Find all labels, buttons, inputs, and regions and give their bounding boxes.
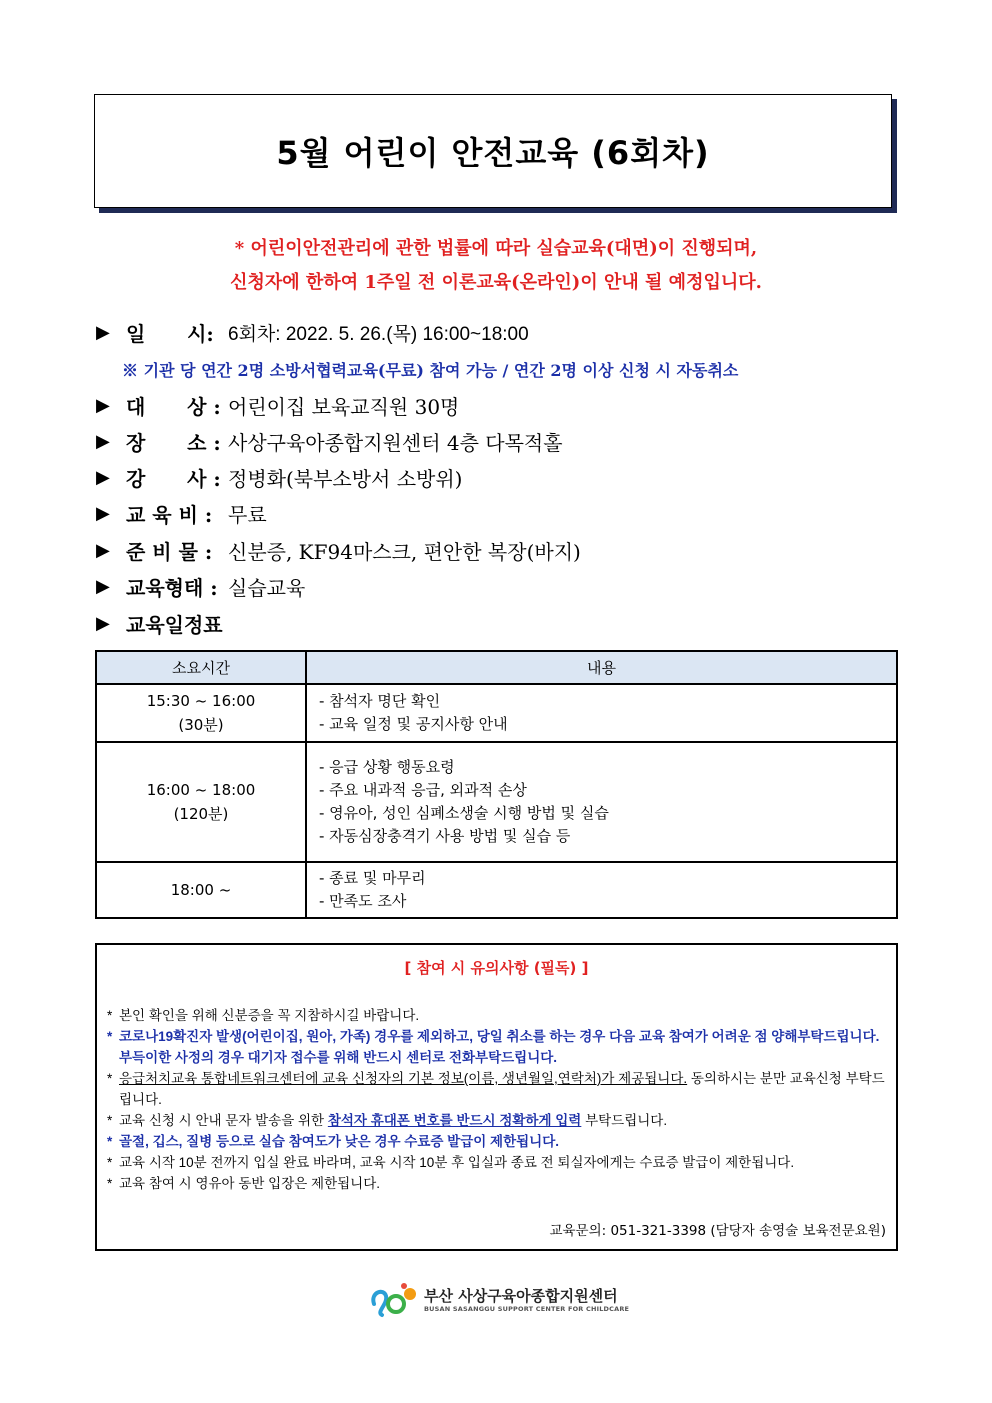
- caution-list: [107, 1005, 887, 1194]
- notice-line-1: * 어린이안전관리에 관한 법률에 따라 실습교육(대면)이 진행되며,: [234, 238, 758, 259]
- info-supplies: [96, 536, 581, 565]
- info-supplies-label: 준 비 물 :: [126, 540, 213, 564]
- table-header-content: 내용: [306, 651, 897, 684]
- info-target-value: 어린이집 보육교직원 30명: [228, 395, 460, 419]
- row-time: 15:30 ~ 16:00: [146, 692, 256, 710]
- content-item: - 종료 및 마무리: [319, 869, 426, 887]
- asterisk-icon: *: [107, 1134, 113, 1149]
- table-cell-time: [96, 684, 306, 742]
- table-header-row: [96, 651, 897, 684]
- info-place-label: 장 소 :: [126, 431, 221, 455]
- caution-text: 교육 신청 시 안내 문자 발송을 위한: [119, 1113, 328, 1128]
- row-time: 18:00 ~: [170, 881, 232, 899]
- table-row: [96, 684, 897, 742]
- row-duration: (120분): [173, 805, 229, 823]
- table-row: [96, 862, 897, 918]
- asterisk-icon: *: [107, 1113, 113, 1128]
- info-date: [96, 318, 529, 347]
- table-cell-time: [96, 862, 306, 918]
- content-item: - 영유아, 성인 심폐소생술 시행 방법 및 실습: [319, 804, 609, 822]
- list-item: [107, 1131, 887, 1152]
- content-item: - 자동심장충격기 사용 방법 및 실습 등: [319, 827, 571, 845]
- info-lecturer-value: 정병화(북부소방서 소방위): [228, 467, 463, 491]
- footer-logo: [368, 1282, 629, 1318]
- content-item: - 주요 내과적 응급, 외과적 손상: [319, 781, 527, 799]
- table-cell-time: [96, 742, 306, 862]
- info-fee-label: 교 육 비 :: [126, 503, 213, 527]
- schedule-table: [95, 650, 898, 919]
- info-fee-value: 무료: [228, 503, 267, 527]
- caution-text: 본인 확인을 위해 신분증을 꼭 지참하시길 바랍니다.: [119, 1008, 420, 1023]
- contact-info: 교육문의: 051-321-3398 (담당자 송영술 보육전문요원): [549, 1223, 886, 1239]
- table-cell-content: [306, 862, 897, 918]
- list-item: [107, 1173, 887, 1194]
- title-box: [94, 94, 892, 208]
- arrow-right-icon: ▶: [96, 576, 110, 597]
- arrow-right-icon: ▶: [96, 540, 110, 561]
- row-duration: (30분): [178, 716, 224, 734]
- table-cell-content: [306, 742, 897, 862]
- arrow-right-icon: ▶: [96, 613, 110, 634]
- caution-text: 부탁드립니다.: [581, 1113, 668, 1128]
- notice-line-2: 신청자에 한하여 1주일 전 이론교육(온라인)이 안내 될 예정입니다.: [230, 272, 762, 293]
- asterisk-icon: *: [107, 1071, 113, 1086]
- schedule-heading-label: 교육일정표: [126, 613, 223, 637]
- content-item: - 참석자 명단 확인: [319, 692, 441, 710]
- caution-title: [ 참여 시 유의사항 (필독) ]: [404, 959, 589, 977]
- list-item: [107, 1152, 887, 1173]
- info-date-value: 6회차: 2022. 5. 26.(목) 16:00~18:00: [228, 324, 529, 345]
- caution-text: 교육 시작 10분 전까지 입실 완료 바라며, 교육 시작 10분 후 입실과 종료 전 퇴실자에게는 수료증 발급이 제한됩니다.: [119, 1155, 795, 1170]
- list-item: [107, 1005, 887, 1026]
- info-date-label: 일 시:: [126, 322, 214, 346]
- info-place: [96, 427, 563, 456]
- list-item: [107, 1026, 887, 1068]
- info-target-label: 대 상 :: [126, 395, 221, 419]
- info-type: [96, 572, 305, 601]
- logo-name-kor: 부산 사상구육아종합지원센터: [424, 1287, 618, 1305]
- info-lecturer-label: 강 사 :: [126, 467, 221, 491]
- caution-text: 골절, 깁스, 질병 등으로 실습 참여도가 낮은 경우 수료증 발급이 제한됩니다.: [119, 1134, 559, 1149]
- arrow-right-icon: ▶: [96, 503, 110, 524]
- arrow-right-icon: ▶: [96, 431, 110, 452]
- content-item: - 만족도 조사: [319, 892, 407, 910]
- info-schedule-heading: [96, 609, 228, 638]
- asterisk-icon: *: [107, 1029, 113, 1044]
- arrow-right-icon: ▶: [96, 395, 110, 416]
- list-item: [107, 1068, 887, 1110]
- caution-text: 코로나19확진자 발생(어린이집, 원아, 가족) 경우를 제외하고, 당일 취소를 하는 경우 다음 교육 참여가 어려운 점 양해부탁드립니다. 부득이한 사정의 경우 대기자 접수를 위해 반드시 센터로 전화부탁드립니다.: [119, 1029, 880, 1065]
- info-type-label: 교육형태 :: [126, 576, 218, 600]
- caution-text: 동의하시는 분만 교육신청 부탁드립니다.: [119, 1071, 885, 1107]
- info-lecturer: [96, 463, 462, 492]
- row-time: 16:00 ~ 18:00: [146, 781, 256, 799]
- info-type-value: 실습교육: [228, 576, 306, 600]
- arrow-right-icon: ▶: [96, 322, 110, 343]
- content-item: - 응급 상황 행동요령: [319, 758, 455, 776]
- center-logo: [368, 1282, 418, 1318]
- asterisk-icon: *: [107, 1008, 113, 1023]
- info-place-value: 사상구육아종합지원센터 4층 다목적홀: [228, 431, 563, 455]
- table-cell-content: [306, 684, 897, 742]
- info-target: [96, 391, 459, 420]
- caution-highlight: 참석자 휴대폰 번호를 반드시 정확하게 입력: [327, 1113, 582, 1128]
- caution-text-underlined: 응급처치교육 통합네트워크센터에 교육 신청자의 기본 정보(이름, 생년월일,연락처)가 제공됩니다.: [119, 1071, 688, 1086]
- caution-box: [95, 943, 898, 1251]
- arrow-right-icon: ▶: [96, 467, 110, 488]
- info-supplies-value: 신분증, KF94마스크, 편안한 복장(바지): [228, 540, 581, 564]
- caution-text: 교육 참여 시 영유아 동반 입장은 제한됩니다.: [119, 1176, 380, 1191]
- asterisk-icon: *: [107, 1176, 113, 1191]
- table-row: [96, 742, 897, 862]
- logo-text: [424, 1287, 629, 1313]
- table-header-time: 소요시간: [96, 651, 306, 684]
- asterisk-icon: *: [107, 1155, 113, 1170]
- logo-name-eng: BUSAN SASANGGU SUPPORT CENTER FOR CHILDCARE: [424, 1305, 630, 1313]
- info-date-note: ※ 기관 당 연간 2명 소방서협력교육(무료) 참여 가능 / 연간 2명 이상 신청 시 자동취소: [122, 361, 739, 380]
- content-item: - 교육 일정 및 공지사항 안내: [319, 715, 508, 733]
- page-title: 5월 어린이 안전교육 (6회차): [276, 134, 710, 172]
- list-item: [107, 1110, 887, 1131]
- info-fee: [96, 499, 267, 528]
